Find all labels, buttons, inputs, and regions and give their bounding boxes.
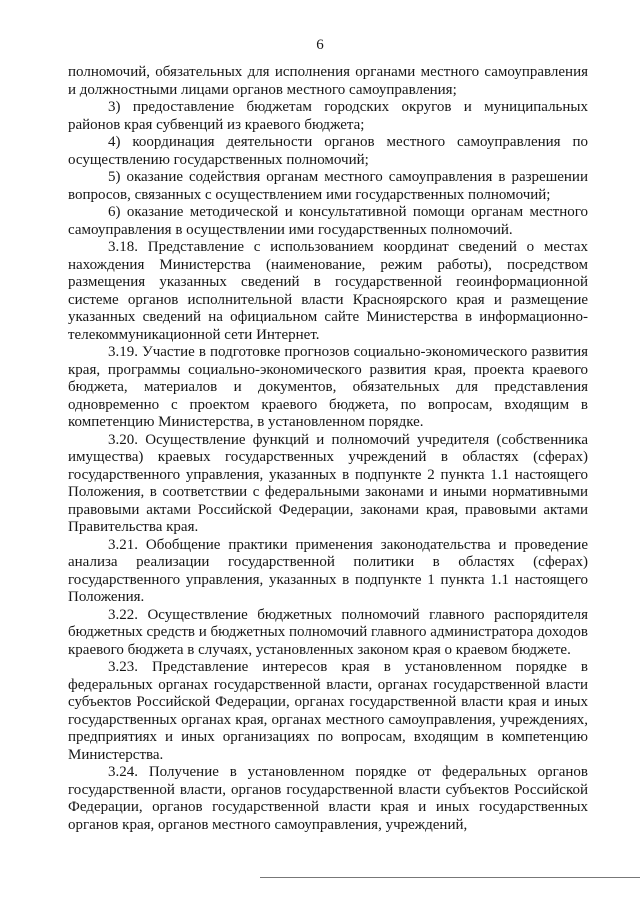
document-body xyxy=(68,64,588,834)
paragraph: 6) оказание методической и консультативной помощи органам местного самоуправления в осуществлении ими государственных полномочий. xyxy=(68,204,588,238)
paragraph: 3.24. Получение в установленном порядке от федеральных органов государственной власти, органов государственной власти субъектов Российской Федерации, органов государственной власти края и иных государственных органов края, органов местного самоуправления, учреждений, xyxy=(68,764,588,833)
paragraph: 3.22. Осуществление бюджетных полномочий главного распорядителя бюджетных средств и бюджетных полномочий главного администратора доходов краевого бюджета в случаях, установленных законом края о краевом бюджете. xyxy=(68,606,588,658)
paragraph: 3.23. Представление интересов края в установленном порядке в федеральных органах государственной власти, органах государственной власти субъектов Российской Федерации, органах государственной власти края и иных государственных органах края, органах местного самоуправления, учреждениях, предприятиях и иных организациях по вопросам, входящим в компетенцию Министерства. xyxy=(68,659,588,763)
paragraph: 3.21. Обобщение практики применения законодательства и проведение анализа реализации государственной политики в областях (сферах) государственного управления, указанных в подпункте 1 пункта 1.1 настоящего Положения. xyxy=(68,536,588,605)
paragraph: полномочий, обязательных для исполнения органами местного самоуправления и должностными лицами органов местного самоуправления; xyxy=(68,64,588,98)
paragraph: 3.18. Представление с использованием координат сведений о местах нахождения Министерства (наименование, режим работы), посредством размещения указанных сведений в государственной геоинформационной системе органов исполнительной власти Красноярского края и размещение указанных сведений на официальном сайте Министерства в информационно-телекоммуникационной сети Интернет. xyxy=(68,239,588,343)
page-number: 6 xyxy=(316,37,324,53)
paragraph: 3) предоставление бюджетам городских округов и муниципальных районов края субвенций из краевого бюджета; xyxy=(68,99,588,133)
paragraph: 3.19. Участие в подготовке прогнозов социально-экономического развития края, программы социально-экономического развития края, проекта краевого бюджета, материалов и документов, обязательных для представления одновременно с проектом краевого бюджета, по вопросам, входящим в компетенцию Министерства, в установленном порядке. xyxy=(68,344,588,430)
paragraph: 3.20. Осуществление функций и полномочий учредителя (собственника имущества) краевых государственных учреждений в областях (сферах) государственного управления, указанных в подпункте 2 пункта 1.1 настоящего Положения, в соответствии с федеральными законами и иными нормативными правовыми актами Российской Федерации, законами края, правовыми актами Правительства края. xyxy=(68,431,588,535)
paragraph: 4) координация деятельности органов местного самоуправления по осуществлению государственных полномочий; xyxy=(68,134,588,168)
page-bottom-rule xyxy=(260,877,640,878)
paragraph: 5) оказание содействия органам местного самоуправления в разрешении вопросов, связанных с осуществлением ими государственных полномочий; xyxy=(68,169,588,203)
